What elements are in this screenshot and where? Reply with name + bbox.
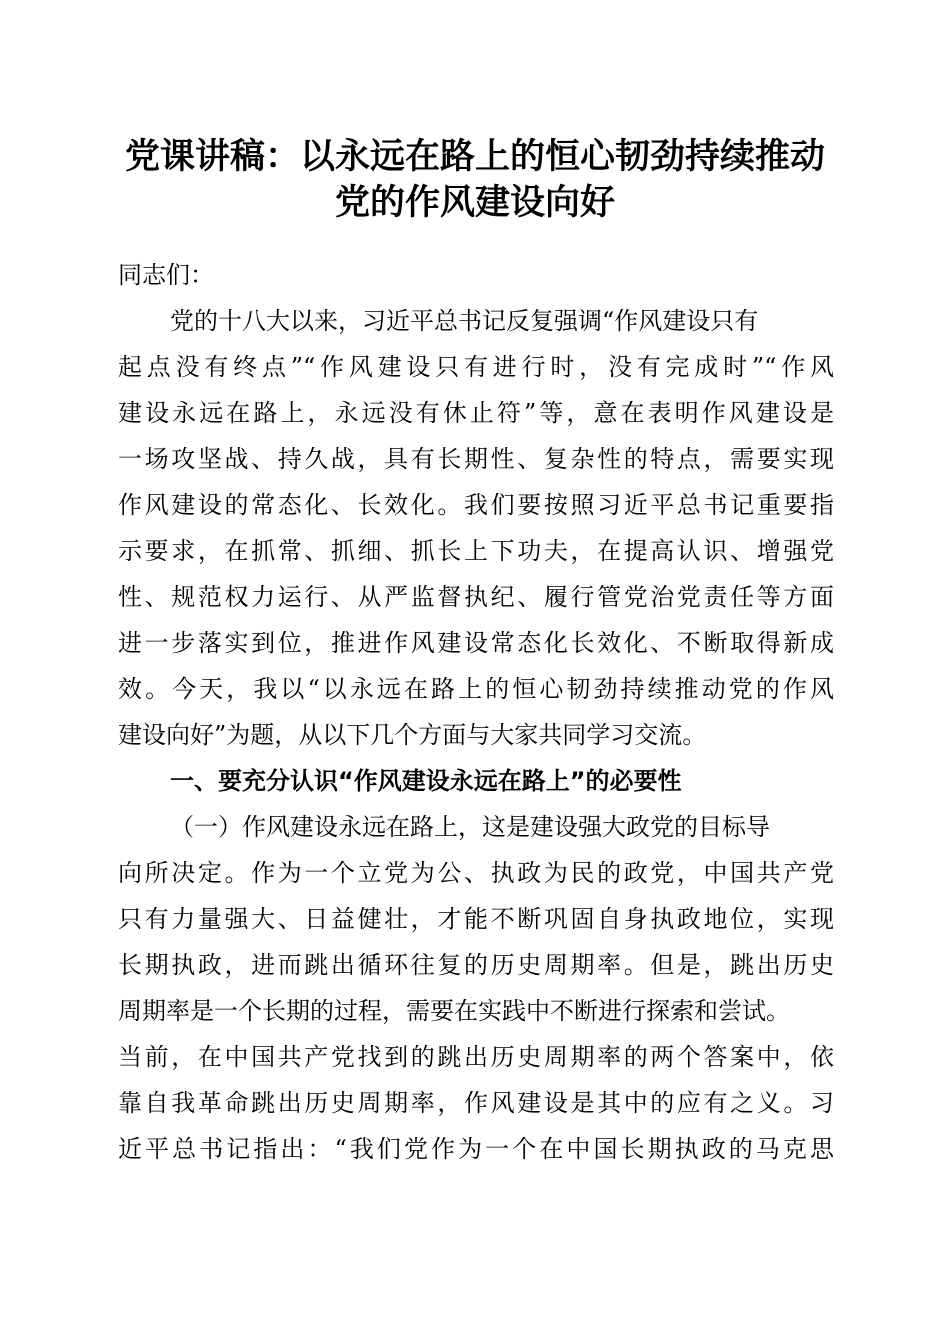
paragraph-1-line: 党的十八大以来，习近平总书记反复强调“作风建设只有 <box>170 307 759 335</box>
paragraph-1-line: 进一步落实到位，推进作风建设常态化长效化、不断取得新成 <box>118 629 834 657</box>
paragraph-1-line: 起点没有终点”“作风建设只有进行时，没有完成时”“作风 <box>118 353 834 381</box>
paragraph-2-line: 只有力量强大、日益健壮，才能不断巩固自身执政地位，实现 <box>118 905 834 933</box>
paragraph-1-line: 效。今天，我以“以永远在路上的恒心韧劲持续推动党的作风 <box>118 675 834 703</box>
paragraph-2 <box>118 804 834 1172</box>
paragraph-2-line: 向所决定。作为一个立党为公、执政为民的政党，中国共产党 <box>118 859 834 887</box>
paragraph-2-line: 靠自我革命跳出历史周期率，作风建设是其中的应有之义。习 <box>118 1089 834 1117</box>
paragraph-2-line: （一）作风建设永远在路上，这是建设强大政党的目标导 <box>170 813 770 841</box>
title-line-2: 党的作风建设向好 <box>334 183 615 223</box>
paragraph-2-line: 近平总书记指出：“我们党作为一个在中国长期执政的马克思 <box>118 1135 834 1163</box>
paragraph-1-line: 一场攻坚战、持久战，具有长期性、复杂性的特点，需要实现 <box>118 445 834 473</box>
paragraph-1-line: 作风建设的常态化、长效化。我们要按照习近平总书记重要指 <box>118 491 834 519</box>
title-line-1: 党课讲稿：以永远在路上的恒心韧劲持续推动 <box>124 137 825 177</box>
paragraph-2-line: 周期率是一个长期的过程，需要在实践中不断进行探索和尝试。 <box>118 997 790 1025</box>
paragraph-1-line: 性、规范权力运行、从严监督执纪、履行管党治党责任等方面 <box>118 583 834 611</box>
paragraph-2-line: 当前，在中国共产党找到的跳出历史周期率的两个答案中，依 <box>118 1043 834 1071</box>
paragraph-1-line: 示要求，在抓常、抓细、抓长上下功夫，在提高认识、增强党 <box>118 537 834 565</box>
paragraph-1-line: 建设向好”为题，从以下几个方面与大家共同学习交流。 <box>118 721 707 749</box>
paragraph-2-line: 长期执政，进而跳出循环往复的历史周期率。但是，跳出历史 <box>118 951 834 979</box>
section-1-heading: 一、要充分认识“作风建设永远在路上”的必要性 <box>170 767 682 795</box>
document-body <box>118 252 834 1172</box>
document-title <box>100 134 850 226</box>
greeting: 同志们： <box>118 261 214 289</box>
paragraph-1-line: 建设永远在路上，永远没有休止符”等，意在表明作风建设是 <box>118 399 834 427</box>
paragraph-1 <box>118 298 834 758</box>
